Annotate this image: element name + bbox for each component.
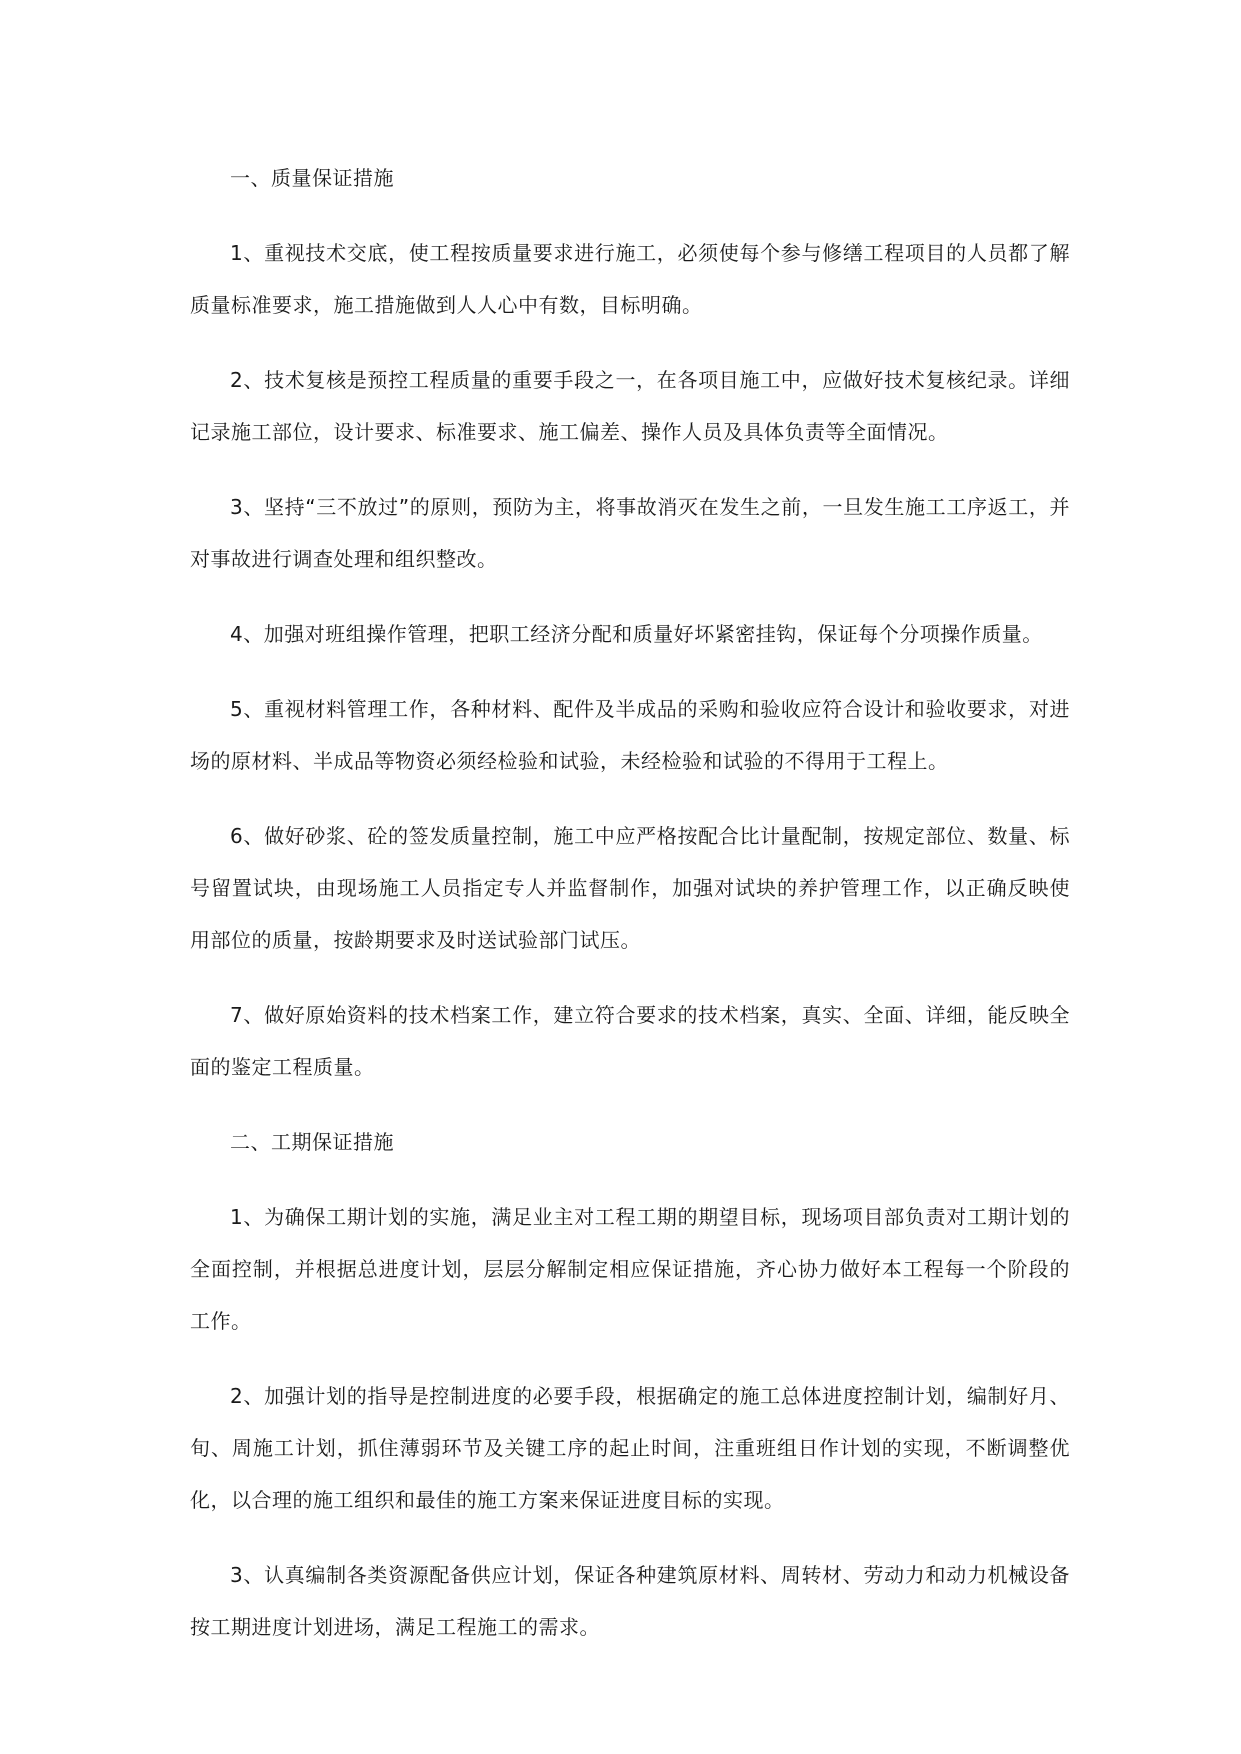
- paragraph-quality-2: 2、技术复核是预控工程质量的重要手段之一，在各项目施工中，应做好技术复核纪录。详细记录施工部位，设计要求、标准要求、施工偏差、操作人员及具体负责等全面情况。: [190, 368, 1070, 444]
- paragraph-schedule-1: 1、为确保工期计划的实施，满足业主对工程工期的期望目标，现场项目部负责对工期计划的全面控制，并根据总进度计划，层层分解制定相应保证措施，齐心协力做好本工程每一个阶段的工作。: [190, 1205, 1070, 1333]
- paragraph-quality-4: 4、加强对班组操作管理，把职工经济分配和质量好坏紧密挂钩，保证每个分项操作质量。: [230, 622, 1043, 646]
- paragraph-quality-6: 6、做好砂浆、砼的签发质量控制，施工中应严格按配合比计量配制，按规定部位、数量、标号留置试块，由现场施工人员指定专人并监督制作，加强对试块的养护管理工作，以正确反映使用部位的质量，按龄期要求及时送试验部门试压。: [190, 824, 1070, 952]
- section-heading-schedule: 二、工期保证措施: [230, 1130, 394, 1154]
- paragraph-schedule-3: 3、认真编制各类资源配备供应计划，保证各种建筑原材料、周转材、劳动力和动力机械设备按工期进度计划进场，满足工程施工的需求。: [190, 1563, 1070, 1639]
- paragraph-quality-1: 1、重视技术交底，使工程按质量要求进行施工，必须使每个参与修缮工程项目的人员都了解质量标准要求，施工措施做到人人心中有数，目标明确。: [190, 241, 1070, 317]
- paragraph-schedule-2: 2、加强计划的指导是控制进度的必要手段，根据确定的施工总体进度控制计划，编制好月、旬、周施工计划，抓住薄弱环节及关键工序的起止时间，注重班组日作计划的实现，不断调整优化，以合理的施工组织和最佳的施工方案来保证进度目标的实现。: [190, 1384, 1070, 1512]
- paragraph-quality-3: 3、坚持“三不放过”的原则，预防为主，将事故消灭在发生之前，一旦发生施工工序返工，并对事故进行调查处理和组织整改。: [190, 495, 1070, 571]
- document-body: [190, 152, 1070, 1676]
- paragraph-quality-7: 7、做好原始资料的技术档案工作，建立符合要求的技术档案，真实、全面、详细，能反映全面的鉴定工程质量。: [190, 1003, 1070, 1079]
- section-heading-quality: 一、质量保证措施: [230, 166, 394, 190]
- paragraph-quality-5: 5、重视材料管理工作，各种材料、配件及半成品的采购和验收应符合设计和验收要求，对进场的原材料、半成品等物资必须经检验和试验，未经检验和试验的不得用于工程上。: [190, 697, 1070, 773]
